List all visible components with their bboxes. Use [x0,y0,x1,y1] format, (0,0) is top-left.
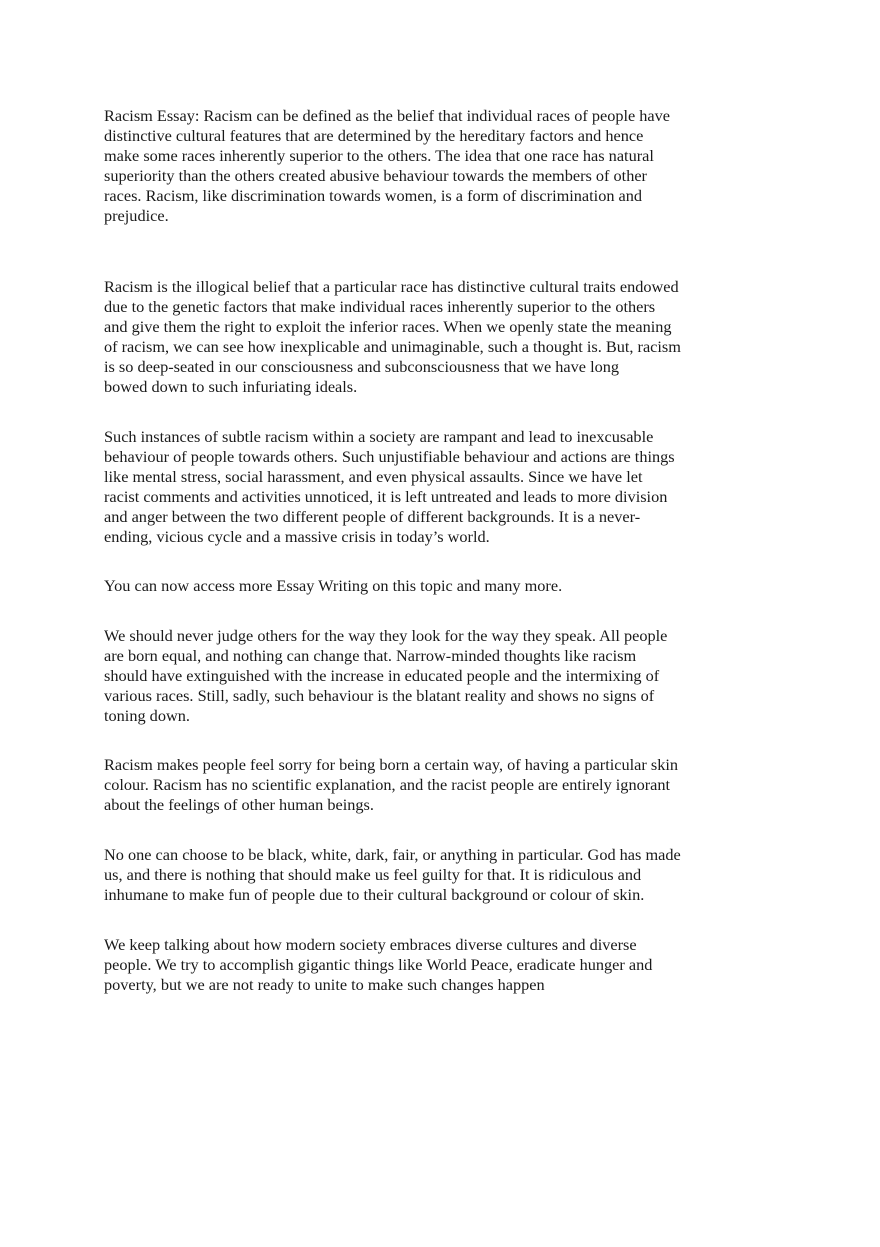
paragraph-access-note: You can now access more Essay Writing on this topic and many more. [104,576,563,595]
paragraph-feel-sorry: Racism makes people feel sorry for being born a certain way, of having a particular skin colour. Racism has no scientific explanation, and the racist people are entirely ignorant about the feelings of other human beings. [104,755,679,814]
paragraph-no-one-choose: No one can choose to be black, white, dark, fair, or anything in particular. God has made us, and there is nothing that should make us feel guilty for that. It is ridiculous and inhumane to make fun of people due to their cultural background or colour of skin. [104,845,681,904]
paragraph-never-judge: We should never judge others for the way they look for the way they speak. All people are born equal, and nothing can change that. Narrow-minded thoughts like racism should have extinguished with the increase in educated people and the intermixing of various races. Still, sadly, such behaviour is the blatant reality and shows no signs of toning down. [104,626,668,725]
paragraph-modern-society: We keep talking about how modern society embraces diverse cultures and diverse people. We try to accomplish gigantic things like World Peace, eradicate hunger and poverty, but we are not ready to unite to make such changes happen [104,935,653,994]
paragraph-intro: Racism Essay: Racism can be defined as the belief that individual races of people have distinctive cultural features that are determined by the hereditary factors and hence make some races inherently superior to the others. The idea that one race has natural superiority than the others created abusive behaviour towards the members of other races. Racism, like discrimination towards women, is a form of discrimination and prejudice. [104,106,671,225]
paragraph-subtle-racism: Such instances of subtle racism within a society are rampant and lead to inexcusable behaviour of people towards others. Such unjustifiable behaviour and actions are things like mental stress, social harassment, and even physical assaults. Since we have let racist comments and activities unnoticed, it is left untreated and leads to more division and anger between the two different people of different backgrounds. It is a never- ending, vicious cycle and a massive crisis in today’s world. [104,427,675,546]
paragraph-definition: Racism is the illogical belief that a particular race has distinctive cultural traits endowed due to the genetic factors that make individual races inherently superior to the others and give them the right to exploit the inferior races. When we openly state the meaning of racism, we can see how inexplicable and unimaginable, such a thought is. But, racism is so deep-seated in our consciousness and subconsciousness that we have long bowed down to such infuriating ideals. [104,277,681,396]
